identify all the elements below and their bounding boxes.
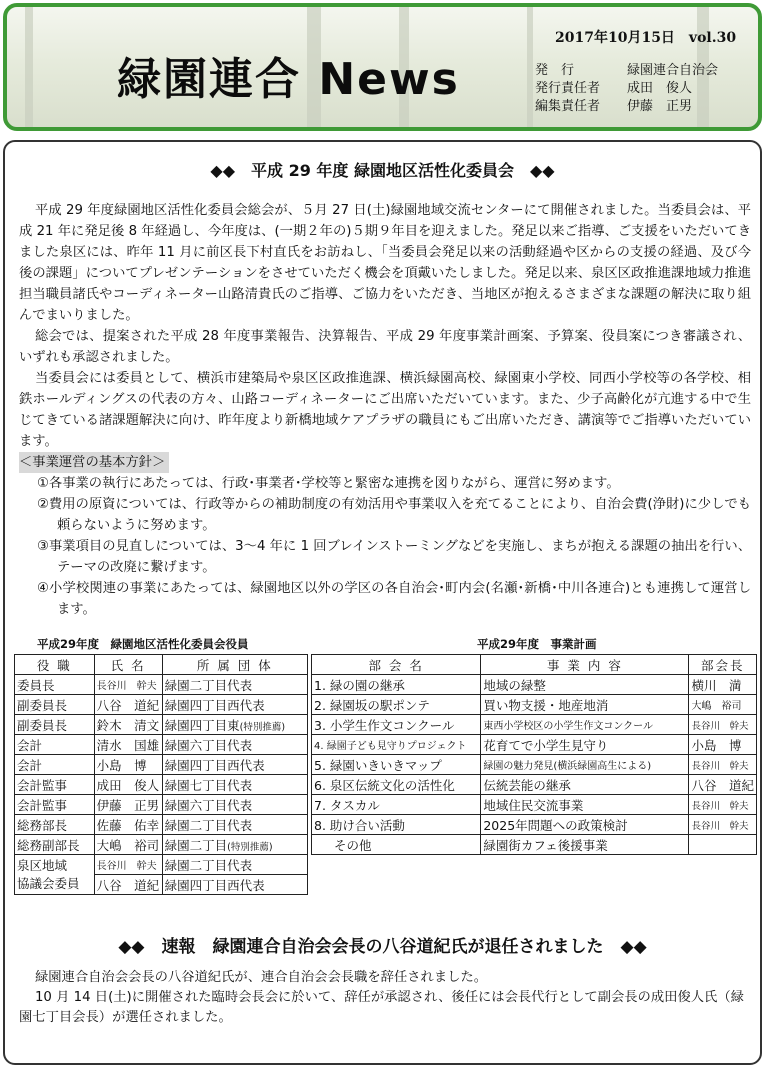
- role-cell: 会計監事: [15, 795, 95, 815]
- table-row: [312, 815, 757, 835]
- content-cell: 地域の緑整: [481, 675, 689, 695]
- plans-caption: 平成29年度 事業計画: [477, 637, 597, 651]
- table-row: [15, 675, 308, 695]
- chair-cell: 長谷川 幹夫: [689, 795, 757, 815]
- chair-cell: 長谷川 幹夫: [689, 755, 757, 775]
- table-row: [312, 835, 757, 855]
- role-line: 泉区地域: [17, 857, 68, 873]
- section1-article: [19, 200, 751, 620]
- table-row: [312, 775, 757, 795]
- group-name: 緑園二丁目: [164, 837, 228, 853]
- paragraph: 緑園連合自治会会長の八谷道紀氏が、連合自治会会長職を辞任されました。: [34, 970, 488, 985]
- group-cell: 緑園六丁目代表: [162, 795, 307, 815]
- column-header: 所 属 団 体: [162, 655, 307, 675]
- chair-cell: [689, 835, 757, 855]
- table-row: [15, 695, 308, 715]
- column-header: 役 職: [15, 655, 95, 675]
- policy-item: ③事業項目の見直しについては、3～4 年に 1 回ブレインストーミングなどを実施し、まちが抱える課題の抽出を行い、テーマの改廃に繋げます。: [37, 539, 751, 575]
- content-cell: 東西小学校区の小学生作文コンクール: [481, 715, 689, 735]
- group-cell: 緑園六丁目代表: [162, 735, 307, 755]
- special-note: (特別推薦): [227, 841, 273, 853]
- group-cell: 緑園四丁目西代表: [162, 875, 307, 895]
- paragraph: 当委員会には委員として、横浜市建築局や泉区区政推進課、横浜緑園高校、緑園東小学校、同西小学校等の各学校、相鉄ホールディングスの代表の方々、山路コーディネーターにご出席いただいています。また、少子高齢化が亢進する中で生じてきている諸課題解決に向け、昨年度より新橋地域ケアプラザの職員にもご出席いただき、講演等でご指導いただいています。: [19, 371, 751, 449]
- table-row: [15, 795, 308, 815]
- group-cell: 緑園四丁目西代表: [162, 755, 307, 775]
- chair-cell: 長谷川 幹夫: [689, 715, 757, 735]
- table-row: [15, 775, 308, 795]
- content-cell: 緑園の魅力発見(横浜緑園高生による): [481, 755, 689, 775]
- publisher-name: 成田 俊人: [627, 81, 693, 96]
- column-header: 部 会 名: [312, 655, 481, 675]
- publisher-role: 編集責任者: [535, 99, 601, 114]
- table-row: [312, 675, 757, 695]
- role-cell: 会計: [15, 735, 95, 755]
- chair-cell: 長谷川 幹夫: [689, 815, 757, 835]
- role-cell: 会計: [15, 755, 95, 775]
- committee-cell: 3. 小学生作文コンクール: [312, 715, 481, 735]
- policy-item: ①各事業の執行にあたっては、行政･事業者･学校等と緊密な連携を図りながら、運営に努めます。: [37, 476, 620, 491]
- group-cell: 緑園二丁目代表: [162, 675, 307, 695]
- content-cell: 花育てで小学生見守り: [481, 735, 689, 755]
- publisher-row: [535, 80, 718, 98]
- committee-cell: 6. 泉区伝統文化の活性化: [312, 775, 481, 795]
- committee-cell: 7. タスカル: [312, 795, 481, 815]
- committee-cell: 8. 助け合い活動: [312, 815, 481, 835]
- plans-table: [311, 654, 757, 855]
- policy-item: ②費用の原資については、行政等からの補助制度の有効活用や事業収入を充てることにより、自治会費(浄財)に少しでも頼らないように努めます。: [37, 497, 751, 533]
- table-row: [312, 715, 757, 735]
- table-row: [15, 715, 308, 735]
- role-cell: [15, 855, 95, 895]
- group-cell: [162, 715, 307, 735]
- committee-cell: 1. 緑の園の継承: [312, 675, 481, 695]
- table-row: [312, 735, 757, 755]
- role-cell: 副委員長: [15, 715, 95, 735]
- chair-cell: 横川 満: [689, 675, 757, 695]
- masthead: [3, 3, 762, 131]
- table-row: [312, 695, 757, 715]
- chair-cell: 大嶋 裕司: [689, 695, 757, 715]
- group-cell: 緑園七丁目代表: [162, 775, 307, 795]
- name-cell: 大嶋 裕司: [94, 835, 162, 855]
- role-cell: 総務部長: [15, 815, 95, 835]
- committee-cell: その他: [312, 835, 481, 855]
- table-row: [312, 795, 757, 815]
- background-tree: [527, 7, 533, 127]
- table-header-row: [312, 655, 757, 675]
- content-cell: 伝統芸能の継承: [481, 775, 689, 795]
- policy-label: ＜事業運営の基本方針＞: [19, 452, 169, 473]
- policy-item: ④小学校関連の事業にあたっては、緑園地区以外の学区の各自治会･町内会(名瀬･新橋･中川各連合)とも連携して運営します。: [37, 581, 751, 617]
- table-row: [15, 815, 308, 835]
- section2-heading: ◆◆ 速報 緑園連合自治会会長の八谷道紀氏が退任されました ◆◆: [118, 937, 647, 957]
- name-cell: 八谷 道紀: [94, 875, 162, 895]
- column-header: 事 業 内 容: [481, 655, 689, 675]
- special-note: (特別推薦): [239, 721, 286, 733]
- publisher-row: [535, 62, 718, 80]
- name-cell: 長谷川 幹夫: [94, 855, 162, 875]
- table-row: [15, 755, 308, 775]
- publisher-role: 発 行: [535, 63, 575, 78]
- column-header: 部会長: [689, 655, 757, 675]
- main-panel: [3, 140, 762, 1065]
- name-cell: 小島 博: [94, 755, 162, 775]
- committee-cell: 2. 緑園坂の駅ポンテ: [312, 695, 481, 715]
- role-cell: 委員長: [15, 675, 95, 695]
- section2-article: [19, 968, 751, 1028]
- role-line: 協議会委員: [17, 875, 80, 891]
- content-cell: 2025年問題への政策検討: [481, 815, 689, 835]
- group-cell: [162, 835, 307, 855]
- table-row: [15, 855, 308, 875]
- paragraph: 平成 29 年度緑園地区活性化委員会総会が、５月 27 日(土)緑園地域交流センターにて開催されました。当委員会は、平成 21 年に発足後 8 年経過し、今年度は、(一期２年の)５期９年目を迎えました。発足以来ご指導、ご支援をいただいてきました泉区には、昨年 11 月に前区長下村直氏をお訪ねし、「当委員会発足以来の活動経過や区からの支援の経過、及び今後の課題」についてプレゼンテーションをさせていただく機会を頂戴いたしました。発足以来、泉区区政推進課地域力推進担当職員諸氏やコーディネーター山路清貴氏のご指導、ご協力をいただき、当地区が抱えるさまざまな課題の解決に取り組んでまいりました。: [19, 203, 751, 323]
- issue-date: 2017年10月15日 vol.30: [555, 30, 737, 46]
- group-cell: 緑園二丁目代表: [162, 815, 307, 835]
- committee-cell: 4. 緑園子ども見守りプロジェクト: [312, 735, 481, 755]
- content-cell: 緑園街カフェ後援事業: [481, 835, 689, 855]
- newsletter-title: 緑園連合 News: [117, 54, 460, 105]
- officers-table: [14, 654, 308, 895]
- table-row: [15, 835, 308, 855]
- name-cell: 長谷川 幹夫: [94, 675, 162, 695]
- paragraph: 10 月 14 日(土)に開催された臨時会長会に於いて、辞任が承認され、後任には会長代行として副会長の成田俊人氏（緑園七丁目会長）が選任されました。: [19, 990, 744, 1025]
- background-tree: [25, 7, 33, 127]
- content-cell: 地域住民交流事業: [481, 795, 689, 815]
- role-cell: 会計監事: [15, 775, 95, 795]
- table-header-row: [15, 655, 308, 675]
- name-cell: 伊藤 正男: [94, 795, 162, 815]
- policy-list: [19, 473, 751, 620]
- group-name: 緑園四丁目東: [164, 717, 240, 733]
- committee-cell: 5. 緑園いきいきマップ: [312, 755, 481, 775]
- publisher-row: [535, 98, 718, 116]
- publisher-name: 緑園連合自治会: [627, 63, 719, 78]
- group-cell: 緑園四丁目西代表: [162, 695, 307, 715]
- group-cell: 緑園二丁目代表: [162, 855, 307, 875]
- role-cell: 副委員長: [15, 695, 95, 715]
- publisher-name: 伊藤 正男: [627, 99, 693, 114]
- section1-heading: ◆◆ 平成 29 年度 緑園地区活性化委員会 ◆◆: [210, 161, 555, 180]
- publisher-info: [535, 62, 718, 116]
- content-cell: 買い物支援・地産地消: [481, 695, 689, 715]
- officers-caption: 平成29年度 緑園地区活性化委員会役員: [37, 637, 249, 651]
- chair-cell: 小島 博: [689, 735, 757, 755]
- name-cell: 佐藤 佑幸: [94, 815, 162, 835]
- paragraph: 総会では、提案された平成 28 年度事業報告、決算報告、平成 29 年度事業計画案、予算案、役員案につき審議され、いずれも承認されました。: [19, 329, 751, 365]
- name-cell: 鈴木 清文: [94, 715, 162, 735]
- name-cell: 成田 俊人: [94, 775, 162, 795]
- chair-cell: 八谷 道紀: [689, 775, 757, 795]
- table-row: [312, 755, 757, 775]
- role-cell: 総務副部長: [15, 835, 95, 855]
- column-header: 氏 名: [94, 655, 162, 675]
- table-row: [15, 735, 308, 755]
- name-cell: 清水 国雄: [94, 735, 162, 755]
- publisher-role: 発行責任者: [535, 81, 601, 96]
- name-cell: 八谷 道紀: [94, 695, 162, 715]
